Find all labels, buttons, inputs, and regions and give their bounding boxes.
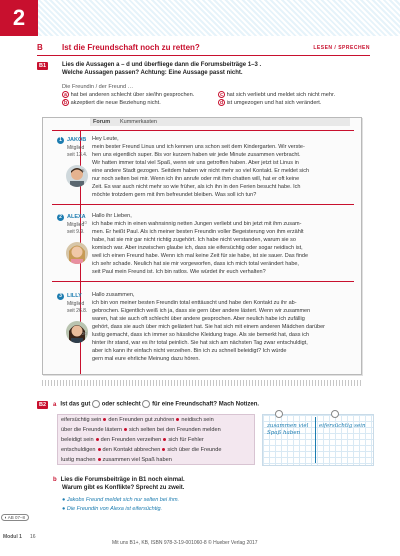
- word-item: den Freunden gut zuhören: [108, 417, 175, 423]
- b2-b-text: Lies die Forumsbeiträge in B1 noch einmal.: [60, 477, 185, 483]
- option-a[interactable]: [62, 91, 194, 99]
- word-item: lustig machen: [61, 457, 96, 463]
- post-line: hen uns eigentlich super. Bis vor kurzem haben wir jede Minute zusammen verbracht.: [92, 152, 301, 158]
- post-line: Wir hatten immer total viel Spaß, wenn wir uns getroffen haben. Aber jetzt ist Linus in: [92, 160, 299, 166]
- word-item: über die Freunde lästern: [61, 427, 122, 433]
- post-line: lustig gemacht, dass ich immer so hässliche Kleidung trage. Als sie bemerkt hat, dass ich: [92, 332, 310, 338]
- b1-lead: Die Freundin / der Freund …: [62, 84, 134, 90]
- word-row: [61, 457, 172, 463]
- smiley-good-icon: [275, 410, 283, 418]
- b2-b-instruction-line2: Warum gibt es Konflikte? Sprecht zu zweit.: [62, 485, 185, 491]
- option-letter: a: [62, 91, 69, 98]
- post-line: Hallo ihr Lieben,: [92, 213, 132, 219]
- forum-subtab: Kummerkasten: [120, 119, 157, 125]
- option-d[interactable]: [218, 99, 321, 107]
- word-separator: [98, 458, 101, 461]
- post-line: Zeit. Es war auch nicht mehr so wie früher, als ich ihn in den Ferien besucht habe. Ich: [92, 184, 301, 190]
- forum-header: [90, 118, 350, 126]
- post-author-name: JAKOB: [67, 137, 87, 143]
- unit-number: 2: [0, 0, 38, 36]
- option-text: akzeptiert die neue Beziehung nicht.: [70, 100, 161, 106]
- example-bullet-2: ● Die Freundin von Alexa ist eifersüchtig.: [62, 506, 163, 512]
- option-c[interactable]: [218, 91, 335, 99]
- smiley-bad-icon: [142, 400, 150, 408]
- note-bad: eifersüchtig sein: [319, 423, 366, 429]
- b2-b-letter: b: [53, 477, 57, 483]
- post-line: komisch war. Aber inzwischen glaube ich, dass sie eifersüchtig oder sogar neidisch ist,: [92, 245, 303, 251]
- avatar: [66, 242, 88, 264]
- section-letter: B: [37, 43, 43, 52]
- bullet-text: Jakobs Freund meldet sich nur selten bei ihm.: [66, 497, 180, 503]
- post-author-since: seit 13.4.: [67, 152, 88, 158]
- post-author-since: seit 26.8.: [67, 308, 88, 314]
- post-line: weil ich einen Freund habe. Wenn ich mal keine Zeit für sie habe, ist sie sauer. Das finde: [92, 253, 309, 259]
- task-badge-b2: B2: [39, 402, 47, 408]
- line-number: 10: [82, 220, 88, 225]
- post-line: Hallo zusammen,: [92, 292, 135, 298]
- word-item: sich für Fehler: [168, 437, 204, 443]
- section-skills: LESEN / SPRECHEN: [313, 45, 370, 51]
- forum-bottom-pattern: [42, 380, 362, 386]
- post-line: Hey Leute,: [92, 136, 119, 142]
- option-letter: b: [63, 100, 68, 107]
- b2-a-instruction: [53, 400, 259, 409]
- post-number-badge: 2: [57, 214, 64, 221]
- post-separator: [52, 204, 354, 205]
- word-item: den Kontakt abbrechen: [102, 447, 161, 453]
- word-separator: [176, 418, 179, 421]
- forum-tab: Forum: [93, 119, 111, 125]
- post-line: ich sehr schade. Neulich hat sie mir vorgeworfen, dass ich mich total verändert habe,: [92, 261, 299, 267]
- word-item: entschuldigen: [61, 447, 96, 453]
- post-line: habe, hat sie mir gar nicht richtig zugehört. Ich habe nicht verstanden, warum sie so: [92, 237, 296, 243]
- footer-module: Modul 1: [3, 534, 22, 540]
- word-item: sich über die Freunde: [167, 447, 222, 453]
- word-row: [61, 437, 204, 443]
- option-text: hat sich verliebt und meldet sich nicht mehr.: [226, 92, 336, 98]
- word-separator: [162, 448, 165, 451]
- word-item: eifersüchtig sein: [61, 417, 102, 423]
- word-item: beleidigt sein: [61, 437, 94, 443]
- b2-a-post: für eine Freundschaft? Mach Notizen.: [152, 401, 260, 408]
- line-number: 5: [82, 168, 85, 173]
- b2-a-letter: a: [53, 401, 57, 408]
- b1-instruction-line1: Lies die Aussagen a – d und überfliege dann die Forumsbeiträge 1–3 .: [62, 62, 262, 68]
- smiley-bad-icon: [331, 410, 339, 418]
- post-line: aber ich kann ihr einfach nicht verzeihen. Bin ich zu schnell beleidigt? Ich würde: [92, 348, 287, 354]
- forum-post-3: [92, 291, 347, 363]
- post-line: gern mal eure ehrliche Meinung dazu hören.: [92, 356, 200, 362]
- notes-grid[interactable]: [262, 414, 374, 466]
- post-line: waren, hat sie auch oft schlecht über andere gesprochen. Aber neulich habe ich zufällig: [92, 316, 305, 322]
- b2-a-mid: oder schlecht: [101, 401, 141, 408]
- post-number-badge: 3: [57, 293, 64, 300]
- word-item: zusammen viel Spaß haben: [102, 457, 172, 463]
- forum-separator: [52, 130, 354, 131]
- option-b[interactable]: [62, 99, 161, 107]
- post-author-since: seit 9.9.: [67, 229, 85, 235]
- post-line: ich bin von meiner besten Freundin total enttäuscht und habe den Kontakt zu ihr ab-: [92, 300, 297, 306]
- forum-post-2: [92, 212, 347, 276]
- word-row: [61, 427, 221, 433]
- post-number-badge: 1: [57, 137, 64, 144]
- b2-a-pre: Ist das gut: [60, 401, 91, 408]
- post-line: ich habe mich in einen wahnsinnig netten Jungen verliebt und bin jetzt mit ihm zusam-: [92, 221, 302, 227]
- post-line: seit Paul mein Freund ist. Ich bin ratlos. Wie würdet ihr euch verhalten?: [92, 269, 266, 275]
- b2-b-instruction-line1: [53, 476, 185, 484]
- post-author-name: LILLY: [67, 293, 82, 299]
- section-divider: [37, 55, 370, 56]
- word-item: neidisch sein: [181, 417, 214, 423]
- bullet-text: Die Freundin von Alexa ist eifersüchtig.: [66, 506, 163, 512]
- post-line: gebrochen. Eigentlich weiß ich ja, dass sie gern über andere lästert. Wenn wir zusammen: [92, 308, 311, 314]
- word-row: [61, 417, 214, 423]
- word-separator: [124, 428, 127, 431]
- post-line: möchte trotzdem gern mit ihm befreundet bleiben. Was soll ich tun?: [92, 192, 257, 198]
- word-separator: [163, 438, 166, 441]
- post-line: eine andere Stadt gezogen. Seitdem haben wir nicht mehr so viel Kontakt. Er meldet sich: [92, 168, 310, 174]
- task-badge-b1: B1: [39, 63, 47, 69]
- note-good: zusammen viel Spaß haben: [267, 423, 309, 436]
- option-text: hat bei anderen schlecht über sie/ihn gesprochen.: [70, 92, 195, 98]
- post-line: gehört, dass sie auch über mich gelästert hat. Sie hat sich mit einem anderen Mädchen darüber: [92, 324, 325, 330]
- post-line: nur noch selten bei mir. Wenn ich ihn anrufe oder mit ihm chatten will, hat er oft keine: [92, 176, 300, 182]
- word-box: [57, 414, 255, 465]
- word-separator: [103, 418, 106, 421]
- section-title: Ist die Freundschaft noch zu retten?: [62, 43, 200, 52]
- post-line: mein bester Freund Linus und ich kennen uns schon seit dem Kindergarten. Wir verste-: [92, 144, 305, 150]
- word-separator: [98, 448, 101, 451]
- post-line: men. Er heißt Paul. Als ich meiner besten Freundin voller Begeisterung von ihm erzählt: [92, 229, 304, 235]
- smiley-good-icon: [92, 400, 100, 408]
- header-pattern: [0, 0, 400, 36]
- post-author-name: ALEXA: [67, 214, 86, 220]
- forum-post-1: [92, 135, 347, 199]
- b1-instruction-line2: Welche Aussagen passen? Achtung: Eine Aussage passt nicht.: [62, 70, 243, 76]
- word-row: [61, 447, 222, 453]
- word-separator: [96, 438, 99, 441]
- example-bullet-1: ● Jakobs Freund meldet sich nur selten bei ihm.: [62, 497, 180, 503]
- audio-reference[interactable]: ◖ AB 07–8: [1, 514, 29, 521]
- post-author-meta: Mitglied: [67, 145, 85, 151]
- footer-isbn: Mit uns B1+, KB, ISBN 978-3-19-001060-8 © Hueber Verlag 2017: [112, 540, 258, 546]
- footer-page: 16: [30, 534, 36, 540]
- option-text: ist umgezogen und hat sich verändert.: [226, 100, 322, 106]
- option-letter: c: [218, 91, 225, 98]
- post-separator: [52, 281, 354, 282]
- notes-divider: [315, 417, 316, 463]
- post-author-meta: Mitglied: [67, 301, 85, 307]
- post-author-meta: Mitglied: [67, 222, 85, 228]
- audio-ref-label: AB 07–8: [7, 515, 25, 520]
- option-letter: d: [219, 100, 224, 107]
- word-item: den Freunden verzeihen: [100, 437, 162, 443]
- post-line: hinter ihr stand, war es ihr total peinlich. Sie hat sich am nächsten Tag zwar entschuldigt,: [92, 340, 308, 346]
- word-item: sich selten bei den Freunden melden: [128, 427, 221, 433]
- line-number: 20: [82, 331, 88, 336]
